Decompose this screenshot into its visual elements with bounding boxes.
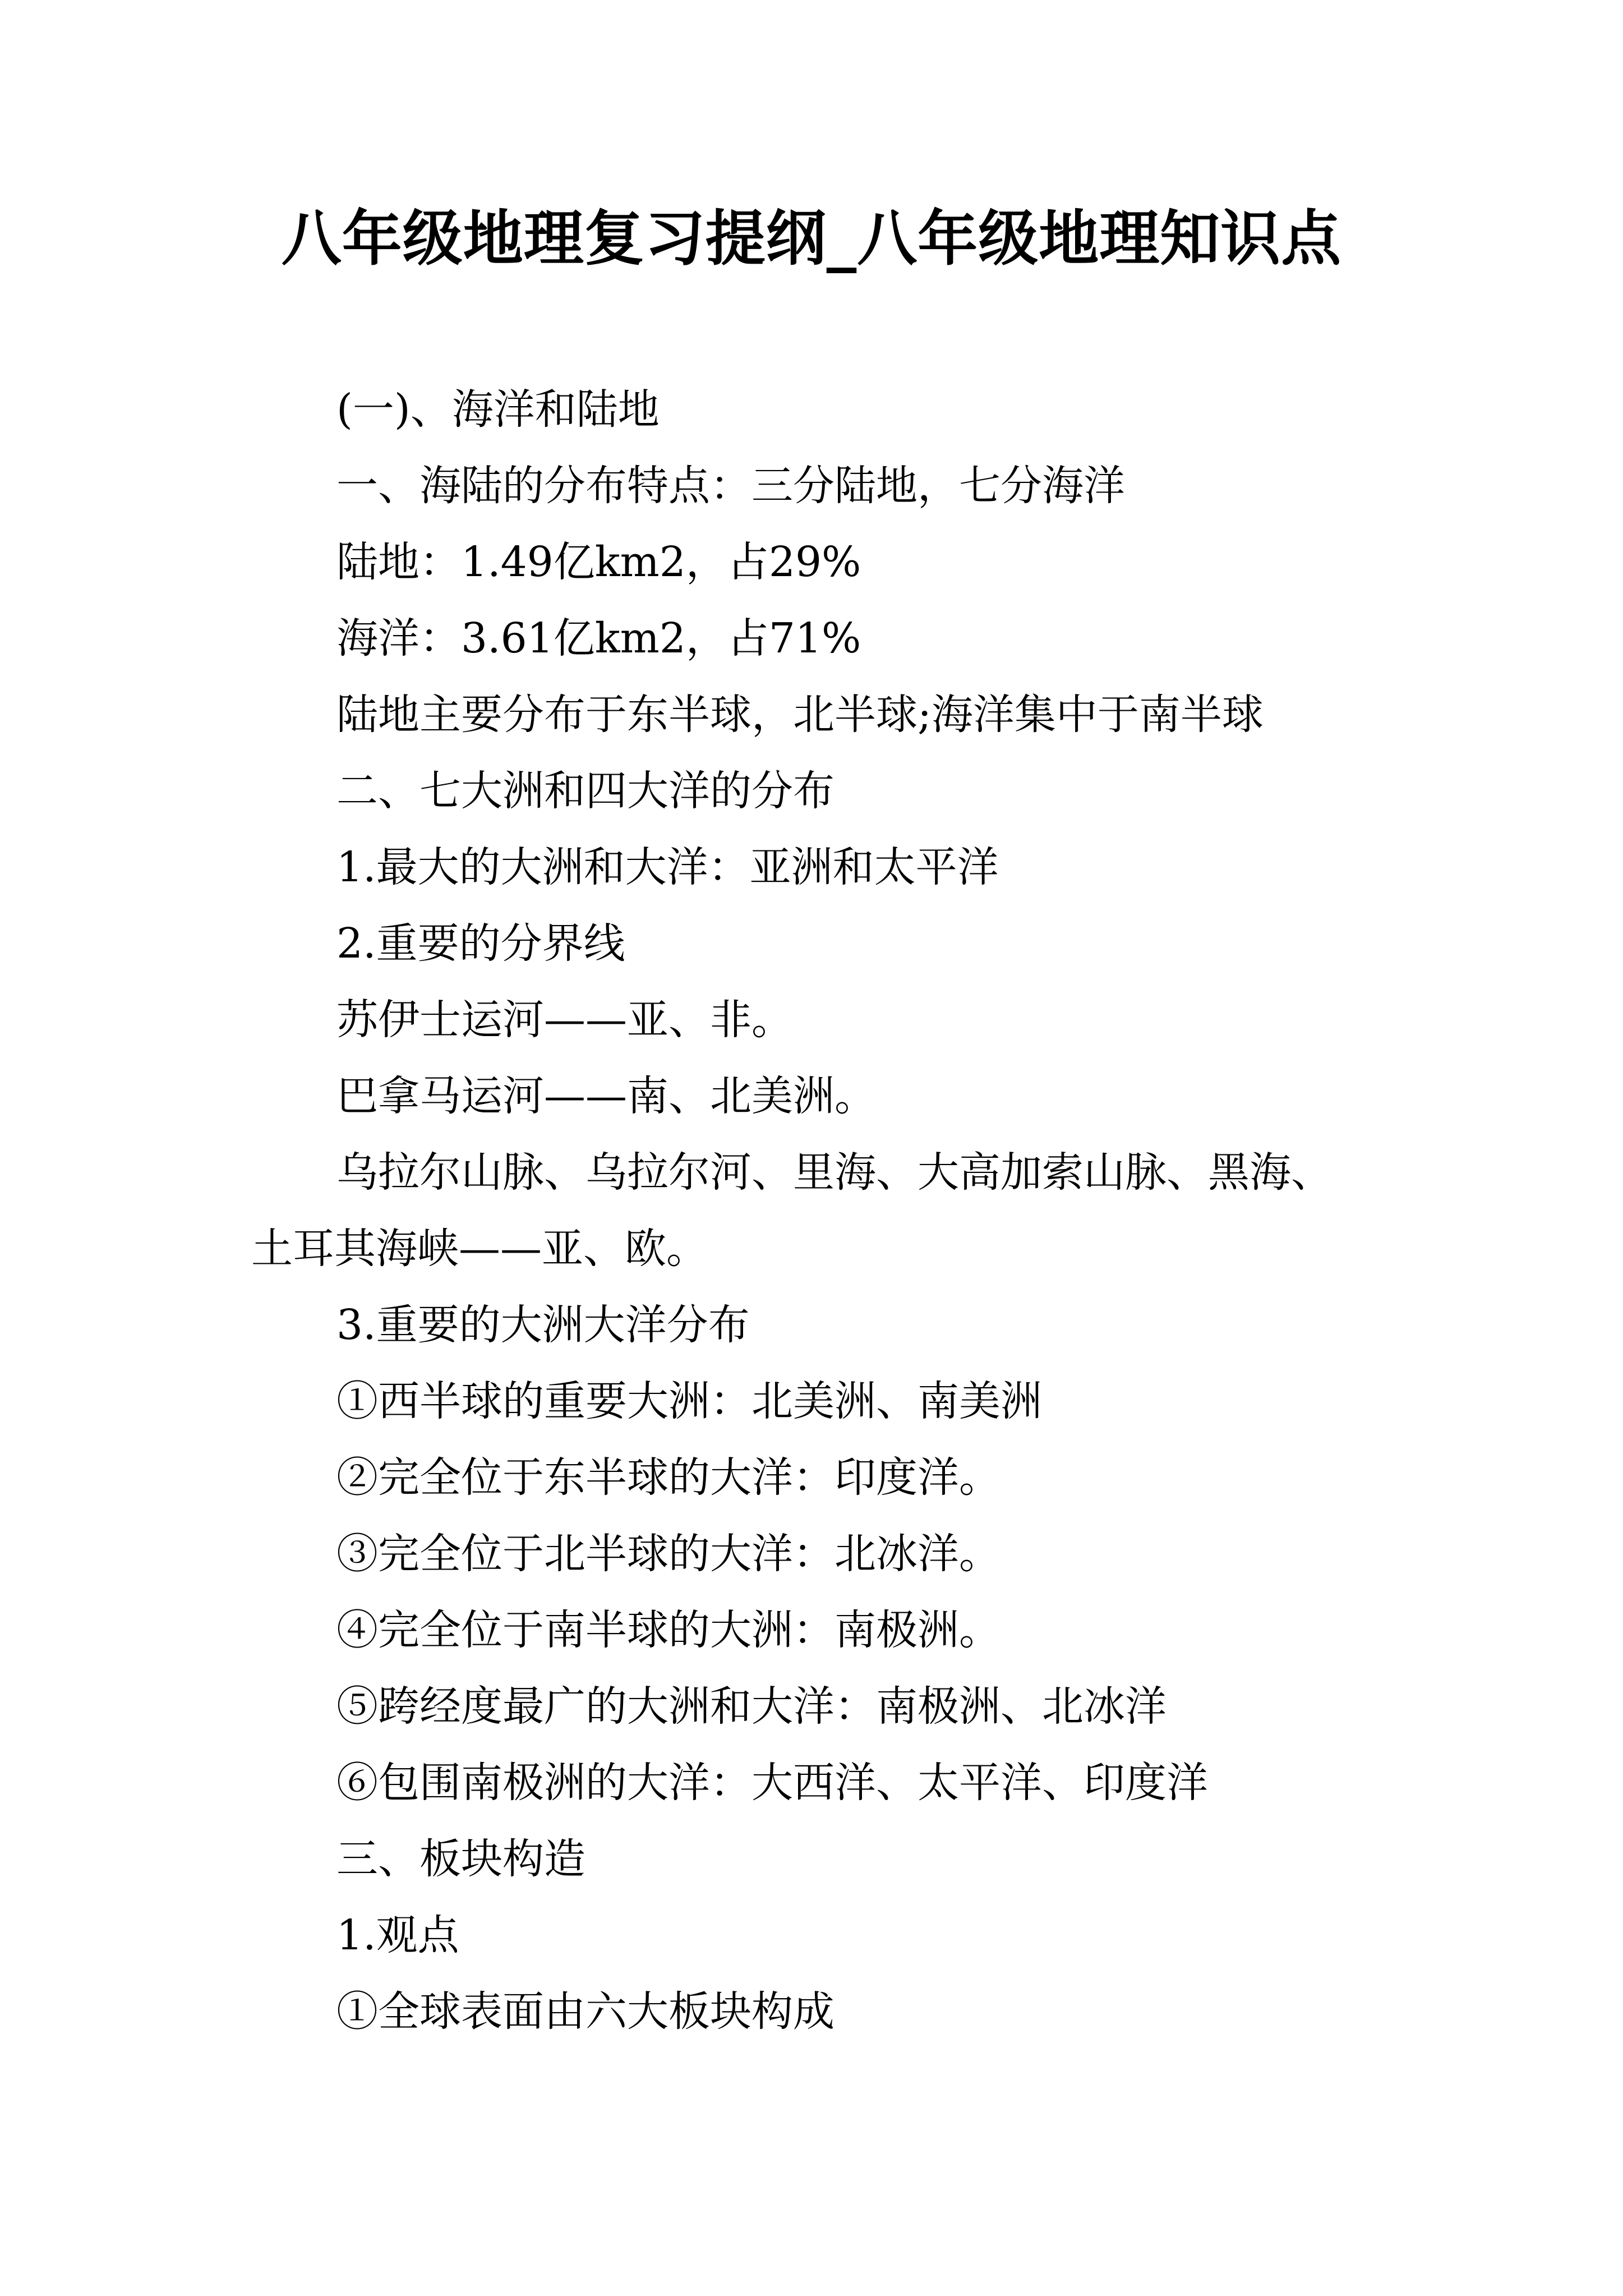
paragraph-line: 3.重要的大洲大洋分布 — [336, 1301, 750, 1349]
paragraph-line: 陆地主要分布于东半球，北半球;海洋集中于南半球 — [336, 691, 1264, 739]
list-item: ⑥包围南极洲的大洋：大西洋、太平洋、印度洋 — [336, 1759, 1208, 1807]
document-title: 八年级地理复习提纲_八年级地理知识点 — [281, 204, 1342, 274]
subsection-heading: 三、板块构造 — [336, 1835, 585, 1883]
list-item: ①全球表面由六大板块构成 — [336, 1987, 834, 2036]
list-item: ④完全位于南半球的大洲：南极洲。 — [336, 1606, 1000, 1654]
paragraph-line: 2.重要的分界线 — [336, 919, 625, 968]
paragraph-line: 巴拿马运河——南、北美洲。 — [336, 1072, 876, 1120]
paragraph-line: 陆地：1.49亿km2，占29% — [336, 538, 861, 586]
list-item: ⑤跨经度最广的大洲和大洋：南极洲、北冰洋 — [336, 1682, 1166, 1731]
paragraph-line: 乌拉尔山脉、乌拉尔河、里海、大高加索山脉、黑海、 — [336, 1148, 1332, 1197]
list-item: ③完全位于北半球的大洋：北冰洋。 — [336, 1530, 1000, 1578]
list-item: ①西半球的重要大洲：北美洲、南美洲 — [336, 1377, 1042, 1425]
paragraph-line: 1.最大的大洲和大洋：亚洲和太平洋 — [336, 843, 999, 891]
paragraph-line: 苏伊士运河——亚、非。 — [336, 996, 793, 1044]
paragraph-line: 海洋：3.61亿km2，占71% — [336, 614, 861, 662]
paragraph-line: 1.观点 — [336, 1911, 459, 1959]
list-item: ②完全位于东半球的大洋：印度洋。 — [336, 1453, 1000, 1502]
paragraph-line-continuation: 土耳其海峡——亚、欧。 — [251, 1225, 708, 1273]
document-body — [251, 371, 1440, 2050]
subsection-heading: 一、海陆的分布特点：三分陆地，七分海洋 — [336, 462, 1125, 510]
subsection-heading: 二、七大洲和四大洋的分布 — [336, 767, 834, 815]
section-heading: (一)、海洋和陆地 — [336, 385, 660, 434]
